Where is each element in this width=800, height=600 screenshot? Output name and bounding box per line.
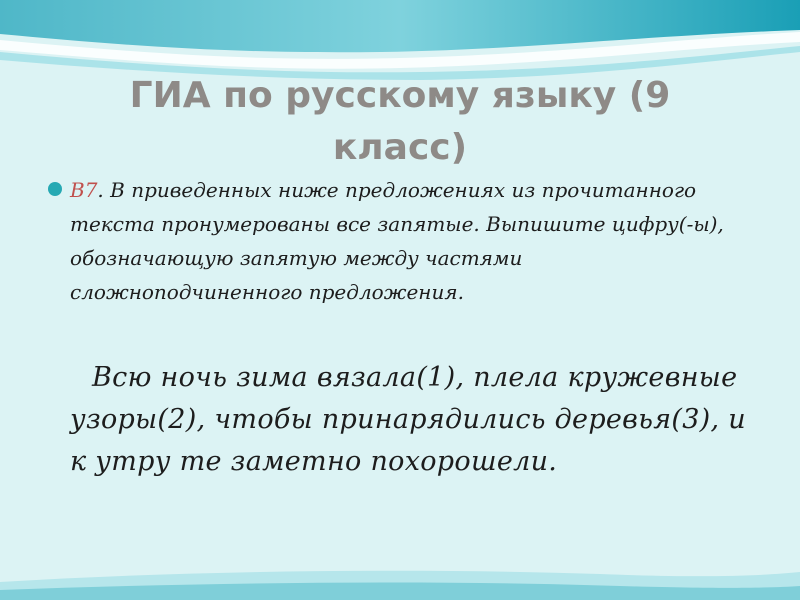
bottom-wave-decoration	[0, 560, 800, 600]
example-sentence: Всю ночь зима вязала(1), плела кружевные узоры(2), чтобы принарядились деревья(3), и к утру те заметно похорошели.	[70, 362, 746, 477]
top-wave-decoration	[0, 0, 800, 80]
task-paragraph	[70, 173, 760, 309]
task-text: . В приведенных ниже предложениях из прочитанного текста пронумерованы все запятые. Выпишите цифру(-ы), обозначающую запятую между частями сложноподчиненного предложения.	[70, 178, 724, 304]
slide-title: ГИА по русскому языку (9 класс)	[129, 75, 671, 168]
task-code: В7	[70, 178, 98, 202]
bullet-icon	[48, 182, 62, 196]
